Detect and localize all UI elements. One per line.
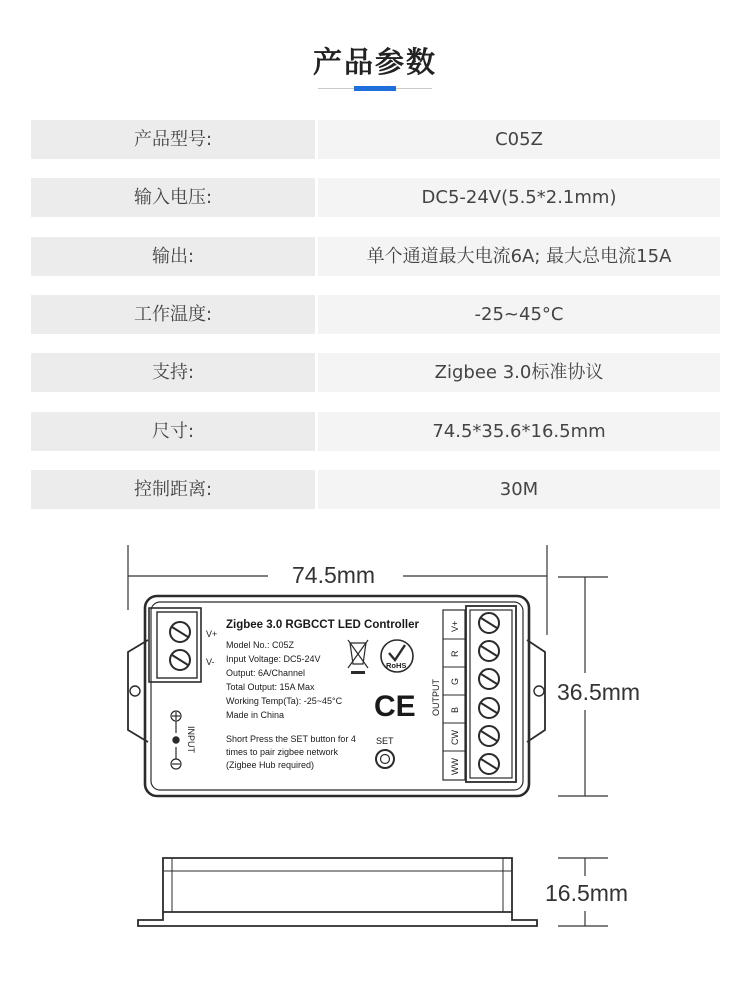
spec-label: 控制距离:	[133, 479, 213, 500]
channel-label: B	[450, 706, 460, 713]
spec-row	[31, 178, 720, 217]
device-instruction-line: times to pair zigbee network	[226, 747, 339, 757]
device-info-line: Made in China	[226, 710, 285, 720]
output-label: OUTPUT	[431, 679, 441, 716]
spec-value: 30M	[318, 470, 720, 509]
spec-value: DC5-24V(5.5*2.1mm)	[318, 178, 720, 217]
channel-label: R	[450, 650, 460, 657]
spec-row	[31, 237, 720, 276]
depth-dimension-label: 16.5mm	[545, 880, 629, 906]
set-label: SET	[376, 736, 394, 746]
spec-row	[31, 470, 720, 509]
device-info-line: Total Output: 15A Max	[226, 682, 315, 692]
device-instruction-line: (Zigbee Hub required)	[226, 760, 315, 770]
spec-value: -25~45°C	[318, 295, 720, 334]
controller-side-view	[138, 858, 537, 926]
height-dimension-label: 36.5mm	[557, 679, 641, 705]
spec-value: C05Z	[318, 120, 720, 159]
device-info-line: Input Voltage: DC5-24V	[226, 654, 321, 664]
channel-label: G	[450, 677, 460, 685]
device-info-line: Output: 6A/Channel	[226, 668, 306, 678]
spec-label: 支持:	[151, 362, 195, 383]
spec-row	[31, 120, 720, 159]
spec-value: Zigbee 3.0标准协议	[318, 353, 720, 392]
device-info-line: Model No.: C05Z	[226, 640, 295, 650]
spec-row	[31, 295, 720, 334]
spec-value: 74.5*35.6*16.5mm	[318, 412, 720, 451]
title-accent-bar	[354, 86, 396, 91]
spec-row	[31, 412, 720, 451]
dimension-drawing	[0, 530, 750, 982]
spec-label: 输入电压:	[133, 187, 213, 208]
page-title: 产品参数	[312, 45, 437, 79]
channel-label: WW	[450, 758, 460, 775]
spec-row	[31, 353, 720, 392]
spec-label: 尺寸:	[151, 421, 195, 442]
vplus-label: V+	[206, 629, 218, 639]
spec-label: 工作温度:	[133, 304, 213, 325]
spec-value: 单个通道最大电流6A; 最大总电流15A	[318, 237, 720, 276]
vminus-label: V-	[206, 657, 215, 667]
channel-label: CW	[450, 730, 460, 745]
input-label: INPUT	[186, 726, 196, 753]
device-info-line: Working Temp(Ta): -25~45°C	[226, 696, 343, 706]
spec-label: 输出:	[151, 246, 195, 267]
width-dimension-label: 74.5mm	[292, 562, 376, 588]
rohs-label: RoHS	[386, 661, 407, 670]
device-heading: Zigbee 3.0 RGBCCT LED Controller	[226, 619, 419, 631]
channel-label: V+	[450, 620, 460, 632]
spec-label: 产品型号:	[133, 129, 213, 150]
ce-mark: CE	[374, 690, 416, 723]
device-instruction-line: Short Press the SET button for 4	[226, 734, 356, 744]
